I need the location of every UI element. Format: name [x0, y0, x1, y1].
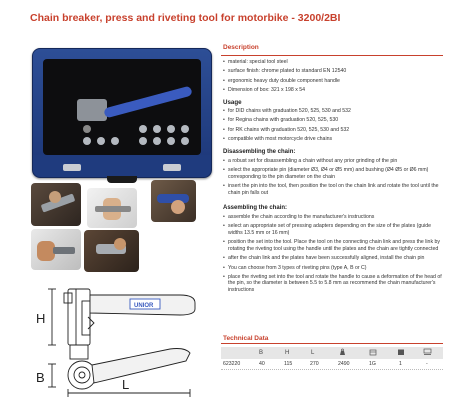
disassembling-item: • select the appropriate pin (diameter Ø3, Ø4 or Ø5 mm) and bushing (Ø4 Ø5 or Ø6 mm) corresponding to the pin diameter on the chain [223, 167, 445, 180]
packaging-icon [369, 348, 377, 358]
technical-table-header [221, 347, 443, 359]
cell-pallet: - [426, 361, 428, 367]
header-b: B [259, 350, 264, 356]
tool-schematic-drawing [30, 279, 215, 399]
description-item: • Dimension of box: 321 x 198 x 54 [223, 87, 445, 93]
weight-icon [339, 348, 346, 356]
dimension-h-label: H [36, 311, 46, 326]
assembling-item: • assemble the chain according to the manufacturer's instructions [223, 214, 445, 220]
cell-l: 270 [310, 361, 319, 367]
photo-chain-tool-5 [84, 230, 139, 272]
disassembling-item: • insert the pin into the tool, then position the tool on the chain link and rotate the tool until the chain pin falls out [223, 183, 445, 196]
cell-packaging: 1G [369, 361, 376, 367]
row-divider [221, 369, 443, 370]
disassembling-heading: Disassembling the chain: [223, 149, 296, 155]
description-item: • material: special tool steel [223, 59, 445, 65]
tool-case-image [32, 48, 212, 178]
technical-rule [221, 343, 443, 344]
description-item: • ergonomic heavy duty double component handle [223, 78, 445, 84]
usage-list [223, 108, 445, 146]
header-h: H [285, 350, 290, 356]
technical-heading: Technical Data [223, 335, 269, 342]
photo-chain-tool-2 [87, 188, 137, 228]
assembling-item: • place the riveting set into the tool and rotate the handle to cause a deformation of the head of the pin, so the diameter is between 5.5 to 5.8 mm as recommend the chain manufacturer's instructions [223, 274, 445, 293]
pallet-icon [423, 348, 432, 358]
photo-chain-tool-1 [31, 183, 81, 226]
cell-weight: 2490 [338, 361, 350, 367]
disassembling-list [223, 158, 445, 199]
cell-box: 1 [399, 361, 402, 367]
cell-code: 623220 [223, 361, 241, 367]
usage-item: • for DID chains with graduation 520, 525, 530 and 532 [223, 108, 445, 114]
assembling-item: • after the chain link and the plates have been successfully aligned, install the chain pin [223, 255, 445, 261]
usage-heading: Usage [223, 99, 242, 106]
cell-b: 40 [259, 361, 265, 367]
description-rule [221, 55, 443, 56]
brand-label: UNIOR [134, 303, 154, 309]
photo-chain-tool-3 [151, 180, 196, 222]
assembling-heading: Assembling the chain: [223, 205, 288, 211]
dimension-b-label: B [36, 370, 45, 385]
header-l: L [311, 350, 315, 356]
cell-h: 115 [284, 361, 293, 367]
disassembling-item: • a robust set for disassembling a chain without any prior grinding of the pin [223, 158, 445, 164]
usage-item: • for Regina chains with graduation 520, 525, 530 [223, 117, 445, 123]
dimension-l-label: L [122, 377, 130, 392]
technical-table-row [221, 359, 443, 368]
assembling-item: • You can choose from 3 types of riveting pins (type A, B or C) [223, 265, 445, 271]
assembling-item: • position the set into the tool. Place the tool on the connecting chain link and press the link by rotating the riveting tool using the handle until the plates and the chain are tightly connected [223, 239, 445, 252]
description-heading: Description [223, 44, 259, 51]
box-icon [397, 348, 405, 358]
usage-item: • compatible with most motorcycle drive chains [223, 136, 445, 142]
assembling-item: • select an appropriate set of pressing adapters depending on the size of the plates (guide widths 13.5 mm or 16 mm) [223, 223, 445, 236]
photo-chain-tool-4 [31, 229, 81, 270]
assembling-list [223, 214, 445, 296]
description-list [223, 59, 445, 97]
usage-item: • for RK chains with graduation 520, 525, 530 and 532 [223, 127, 445, 133]
product-title: Chain breaker, press and riveting tool for motorbike - 3200/2BI [30, 12, 341, 24]
description-item: • surface finish: chrome plated to standard EN 12540 [223, 68, 445, 74]
